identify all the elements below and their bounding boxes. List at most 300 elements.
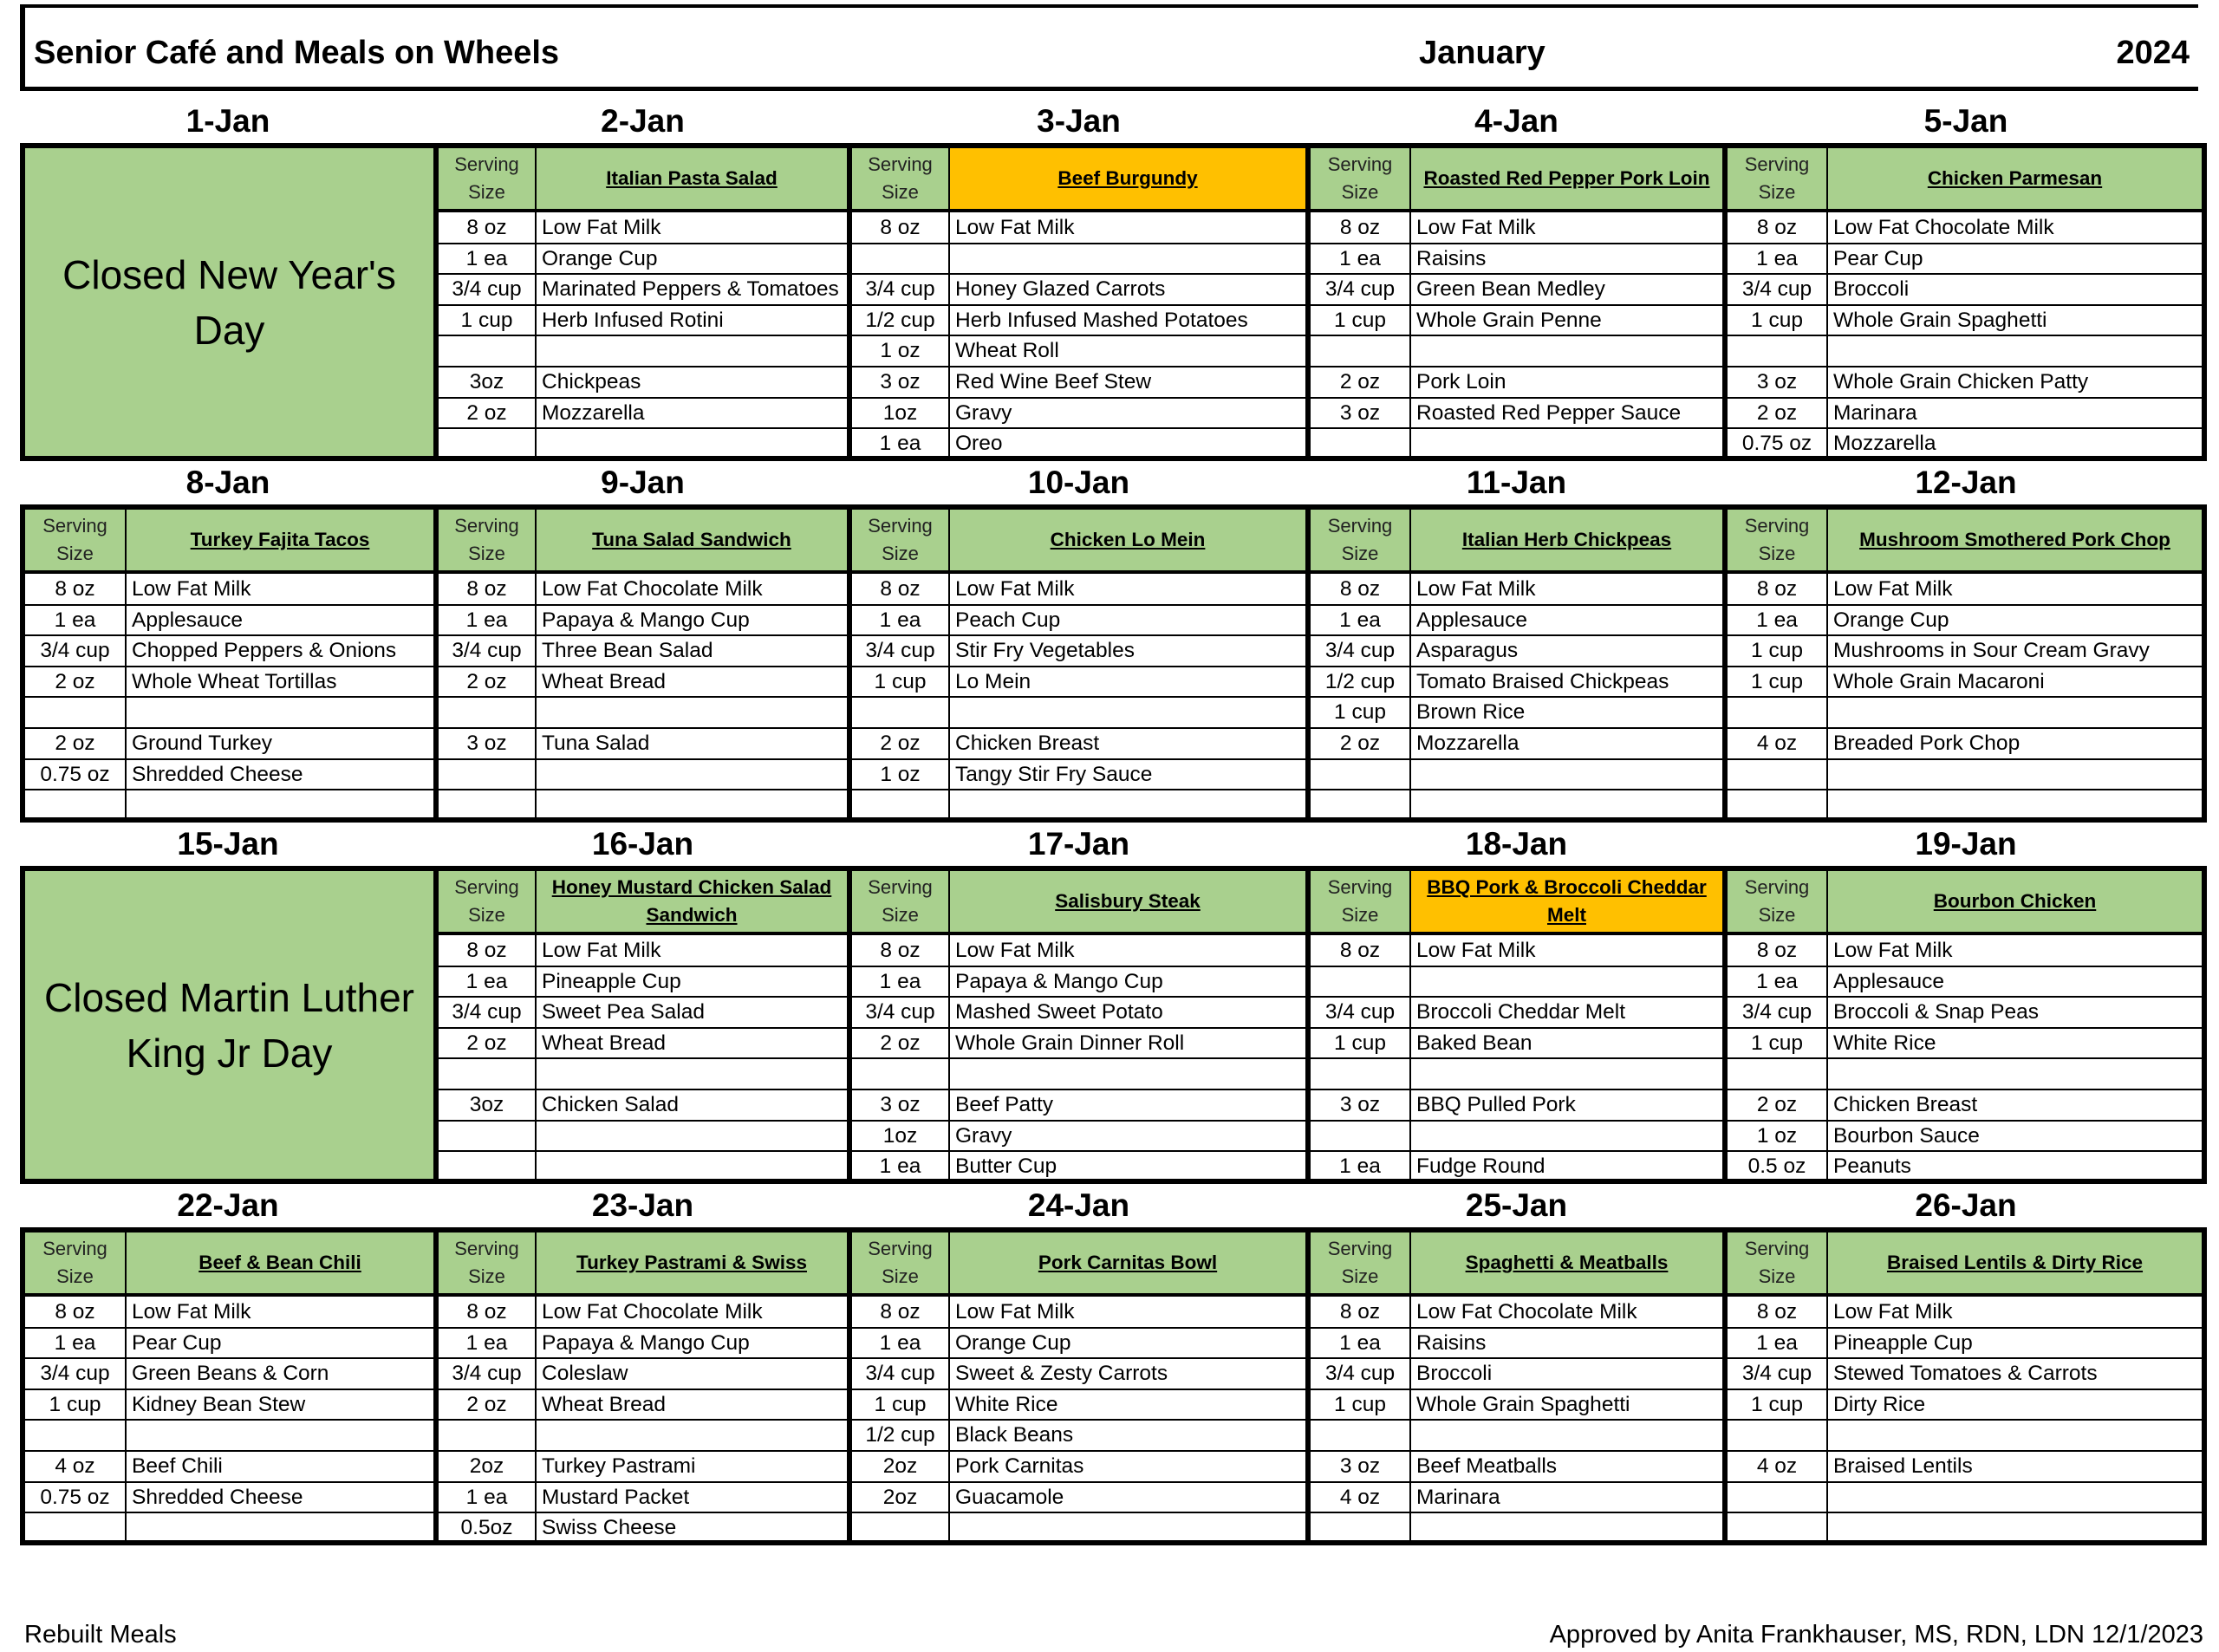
serving-size: 0.5oz: [460, 1516, 513, 1540]
serving-size: [439, 1121, 535, 1152]
serving-size: 1 cup: [1334, 308, 1386, 332]
serving-size: 8 oz: [466, 216, 507, 239]
meal-title: Spaghetti & Meatballs: [1411, 1232, 1722, 1293]
serving-size: 3/4 cup: [1324, 277, 1396, 302]
serving-size-header: Serving Size: [439, 871, 535, 932]
menu-item: Chicken Breast: [955, 732, 1100, 755]
menu-item: [127, 697, 433, 728]
menu-item: Breaded Pork Chop: [1833, 732, 2021, 755]
serving-size: 1 oz: [1756, 1123, 1798, 1148]
serving-size: [1311, 1058, 1409, 1089]
menu-item: Chicken Breast: [1833, 1093, 1978, 1116]
menu-item: [1828, 759, 2202, 790]
menu-item: [1411, 1121, 1722, 1152]
serving-size: 1 cup: [1334, 1392, 1386, 1416]
menu-item: Three Bean Salad: [542, 639, 713, 663]
serving-size: 4 oz: [55, 1454, 95, 1478]
serving-size: 3 oz: [1756, 370, 1798, 393]
serving-size: 1 ea: [1756, 969, 1798, 993]
menu-item: Whole Grain Macaroni: [1833, 669, 2045, 693]
serving-size: 3 oz: [466, 732, 507, 755]
day-label: 23-Jan: [591, 1187, 694, 1223]
serving-size: 2 oz: [1339, 370, 1381, 393]
serving-size: 2oz: [469, 1454, 504, 1478]
menu-item: Stewed Tomatoes & Carrots: [1833, 1362, 2098, 1386]
serving-size: 3/4 cup: [40, 1362, 110, 1386]
serving-size: [852, 1512, 948, 1544]
serving-size-header: Serving Size: [439, 148, 535, 209]
serving-size-header: Serving Size: [1311, 510, 1409, 570]
menu-item: Whole Grain Chicken Patty: [1833, 370, 2089, 393]
serving-size: [439, 759, 535, 790]
menu-item: Low Fat Milk: [955, 577, 1075, 601]
menu-item: Whole Grain Penne: [1416, 308, 1602, 332]
menu-item: Broccoli Cheddar Melt: [1416, 1000, 1626, 1024]
menu-item: [1411, 1512, 1722, 1544]
serving-size: [1311, 1420, 1409, 1451]
serving-size: [25, 697, 125, 728]
serving-size: 3 oz: [1339, 400, 1381, 425]
serving-size: 2oz: [882, 1454, 918, 1478]
menu-item: Papaya & Mango Cup: [542, 1330, 750, 1355]
menu-item: Low Fat Milk: [1416, 577, 1536, 601]
menu-item: Baked Bean: [1416, 1031, 1532, 1055]
serving-size: 1 cup: [1751, 669, 1803, 693]
menu-item: Lo Mein: [955, 669, 1031, 693]
serving-size: 4 oz: [1339, 1485, 1381, 1509]
menu-item: [537, 1058, 847, 1089]
serving-size: 8 oz: [466, 577, 507, 601]
serving-size: 3/4 cup: [452, 1000, 522, 1024]
menu-item: Wheat Bread: [542, 669, 666, 693]
menu-item: [1411, 1058, 1722, 1089]
meal-title: Italian Herb Chickpeas: [1411, 510, 1722, 570]
menu-item: Mashed Sweet Potato: [955, 1000, 1163, 1024]
serving-size: 0.75 oz: [40, 1485, 110, 1509]
page-title: Senior Café and Meals on Wheels: [34, 35, 560, 71]
menu-item: Pineapple Cup: [1833, 1330, 1973, 1355]
menu-item: Applesauce: [1833, 969, 1945, 993]
serving-size-header: Serving Size: [439, 510, 535, 570]
serving-size: 3oz: [469, 370, 504, 393]
closed-notice: Closed New Year's Day: [25, 148, 433, 456]
serving-size: 0.5 oz: [1747, 1154, 1806, 1179]
serving-size: 1 cup: [460, 308, 513, 332]
serving-size: [25, 1420, 125, 1451]
menu-item: [1828, 697, 2202, 728]
menu-item: [1828, 1482, 2202, 1513]
serving-size: [1728, 1512, 1826, 1544]
serving-size: 1 ea: [879, 432, 921, 456]
serving-size: 1 ea: [465, 1485, 508, 1509]
menu-item: Marinara: [1416, 1485, 1500, 1509]
serving-size: [1728, 759, 1826, 790]
menu-item: Bourbon Sauce: [1833, 1123, 1980, 1148]
menu-item: Green Beans & Corn: [132, 1362, 329, 1386]
serving-size: 3/4 cup: [452, 1362, 522, 1386]
menu-item: [1828, 790, 2202, 821]
day-label: 15-Jan: [177, 826, 279, 862]
year-label: 2024: [2116, 35, 2190, 71]
serving-size: 8 oz: [466, 1300, 507, 1324]
menu-item: Orange Cup: [542, 246, 658, 270]
menu-item: [1828, 1512, 2202, 1544]
menu-item: Low Fat Milk: [955, 1300, 1075, 1324]
day-label: 12-Jan: [1915, 465, 2017, 500]
meal-title: BBQ Pork & Broccoli Cheddar Melt: [1411, 871, 1722, 932]
serving-size: 2 oz: [466, 669, 507, 693]
menu-item: Swiss Cheese: [542, 1516, 677, 1540]
menu-item: Butter Cup: [955, 1154, 1057, 1179]
serving-size: [1728, 1058, 1826, 1089]
serving-size: [1311, 335, 1409, 367]
menu-item: Gravy: [955, 1123, 1012, 1148]
menu-item: Coleslaw: [542, 1362, 628, 1386]
serving-size: 2 oz: [466, 400, 507, 425]
menu-item: Beef Chili: [132, 1454, 223, 1478]
menu-item: Tomato Braised Chickpeas: [1416, 669, 1669, 693]
menu-item: Black Beans: [955, 1423, 1074, 1447]
day-label: 26-Jan: [1915, 1187, 2017, 1223]
menu-item: Raisins: [1416, 1330, 1487, 1355]
serving-size: [1311, 1512, 1409, 1544]
day-label: 24-Jan: [1027, 1187, 1130, 1223]
serving-size: 1 ea: [465, 608, 508, 632]
serving-size: 1 ea: [1339, 246, 1381, 270]
menu-item: Tangy Stir Fry Sauce: [955, 762, 1153, 786]
menu-item: Mushrooms in Sour Cream Gravy: [1833, 639, 2150, 663]
serving-size: [1311, 428, 1409, 459]
serving-size: 2 oz: [1756, 1093, 1798, 1116]
serving-size: 4 oz: [1756, 1454, 1798, 1478]
serving-size: 1/2 cup: [865, 308, 935, 332]
menu-item: Mozzarella: [1416, 732, 1519, 755]
menu-item: Pork Loin: [1416, 370, 1506, 393]
serving-size: 3 oz: [1339, 1093, 1381, 1116]
menu-item: Pear Cup: [1833, 246, 1923, 270]
menu-item: Raisins: [1416, 246, 1487, 270]
meal-title: Roasted Red Pepper Pork Loin: [1411, 148, 1722, 209]
menu-item: Whole Wheat Tortillas: [132, 669, 337, 693]
menu-item: Papaya & Mango Cup: [955, 969, 1163, 993]
menu-item: [950, 697, 1305, 728]
menu-item: Honey Glazed Carrots: [955, 277, 1166, 302]
serving-size-header: Serving Size: [1728, 1232, 1826, 1293]
meal-title: Mushroom Smothered Pork Chop: [1828, 510, 2202, 570]
serving-size: 1 cup: [1334, 1031, 1386, 1055]
menu-item: Applesauce: [132, 608, 244, 632]
menu-item: Low Fat Milk: [132, 1300, 251, 1324]
menu-item: [1411, 759, 1722, 790]
serving-size: 1 cup: [1751, 1392, 1803, 1416]
serving-size: 1 oz: [880, 762, 921, 786]
menu-item: Sweet & Zesty Carrots: [955, 1362, 1168, 1386]
menu-item: Low Fat Chocolate Milk: [542, 1300, 763, 1324]
menu-item: Low Fat Milk: [1833, 1300, 1953, 1324]
serving-size: 8 oz: [55, 577, 95, 601]
closed-notice: Closed Martin Luther King Jr Day: [25, 871, 433, 1179]
serving-size: 4 oz: [1756, 732, 1798, 755]
serving-size: 1 ea: [1756, 608, 1798, 632]
menu-item: Shredded Cheese: [132, 1485, 303, 1509]
serving-size: [1311, 790, 1409, 821]
menu-item: [1411, 1420, 1722, 1451]
menu-item: Low Fat Milk: [132, 577, 251, 601]
serving-size: 1 oz: [880, 339, 921, 363]
serving-size-header: Serving Size: [1311, 1232, 1409, 1293]
menu-item: Whole Grain Spaghetti: [1833, 308, 2047, 332]
footer-approval: Approved by Anita Frankhauser, MS, RDN, LDN 12/1/2023: [1549, 1621, 2203, 1649]
menu-item: White Rice: [955, 1392, 1058, 1416]
menu-item: [950, 790, 1305, 821]
serving-size: 1 cup: [1751, 1031, 1803, 1055]
serving-size: [439, 1151, 535, 1182]
menu-item: Herb Infused Rotini: [542, 308, 724, 332]
serving-size-header: Serving Size: [439, 1232, 535, 1293]
menu-item: Green Bean Medley: [1416, 277, 1605, 302]
serving-size: 2 oz: [880, 1031, 921, 1055]
serving-size: [25, 1512, 125, 1544]
menu-item: Chicken Salad: [542, 1093, 679, 1116]
menu-item: [127, 790, 433, 821]
serving-size: 8 oz: [55, 1300, 95, 1324]
menu-item: Pear Cup: [132, 1330, 222, 1355]
serving-size-header: Serving Size: [852, 148, 948, 209]
serving-size: 3/4 cup: [452, 639, 522, 663]
menu-item: Chickpeas: [542, 370, 641, 393]
day-label: 17-Jan: [1027, 826, 1130, 862]
day-label: 3-Jan: [1037, 103, 1121, 139]
menu-item: Roasted Red Pepper Sauce: [1416, 400, 1682, 425]
serving-size: 3/4 cup: [1324, 639, 1396, 663]
menu-item: [537, 759, 847, 790]
menu-item: Stir Fry Vegetables: [955, 639, 1135, 663]
day-label: 8-Jan: [185, 465, 270, 500]
menu-item: BBQ Pulled Pork: [1416, 1093, 1576, 1116]
serving-size: 0.75 oz: [1741, 432, 1812, 456]
meal-title: Chicken Parmesan: [1828, 148, 2202, 209]
menu-item: [1828, 335, 2202, 367]
menu-item: [1411, 335, 1722, 367]
serving-size: 2 oz: [1756, 400, 1798, 425]
menu-item: Chopped Peppers & Onions: [132, 639, 397, 663]
menu-item: Wheat Bread: [542, 1392, 666, 1416]
menu-item: Peach Cup: [955, 608, 1061, 632]
menu-item: [127, 1512, 433, 1544]
serving-size: 2 oz: [55, 669, 95, 693]
meal-title: Pork Carnitas Bowl: [950, 1232, 1305, 1293]
serving-size: 3/4 cup: [1324, 1000, 1396, 1024]
menu-item: [537, 697, 847, 728]
day-label: 19-Jan: [1915, 826, 2017, 862]
serving-size: 0.75 oz: [40, 762, 110, 786]
serving-size: 3 oz: [880, 370, 921, 393]
menu-item: Marinated Peppers & Tomatoes: [542, 277, 839, 302]
menu-item: Peanuts: [1833, 1154, 1911, 1179]
menu-item: [1411, 966, 1722, 998]
serving-size-header: Serving Size: [1728, 148, 1826, 209]
serving-size: 8 oz: [1339, 216, 1381, 239]
serving-size: 2 oz: [466, 1031, 507, 1055]
serving-size: 1 cup: [874, 669, 927, 693]
serving-size-header: Serving Size: [1311, 148, 1409, 209]
day-label: 4-Jan: [1474, 103, 1559, 139]
menu-item: Brown Rice: [1416, 700, 1526, 725]
menu-item: Ground Turkey: [132, 732, 273, 755]
serving-size: 8 oz: [880, 577, 921, 601]
meal-title: Italian Pasta Salad: [537, 148, 847, 209]
menu-item: Turkey Pastrami: [542, 1454, 696, 1478]
serving-size: [1311, 1121, 1409, 1152]
menu-item: Mozzarella: [1833, 432, 1936, 456]
menu-item: Beef Patty: [955, 1093, 1054, 1116]
serving-size: 8 oz: [1756, 939, 1798, 962]
menu-item: Low Fat Milk: [542, 216, 661, 239]
serving-size: 1 ea: [879, 1330, 921, 1355]
serving-size: [852, 697, 948, 728]
serving-size: 3/4 cup: [865, 1362, 935, 1386]
day-label: 18-Jan: [1465, 826, 1568, 862]
menu-item: Pineapple Cup: [542, 969, 681, 993]
menu-item: Dirty Rice: [1833, 1392, 1926, 1416]
serving-size: [1728, 697, 1826, 728]
menu-item: Gravy: [955, 400, 1012, 425]
menu-item: Mozzarella: [542, 400, 645, 425]
serving-size: 3/4 cup: [40, 639, 110, 663]
menu-item: Low Fat Milk: [1833, 939, 1953, 962]
serving-size: 1 ea: [1339, 1330, 1381, 1355]
menu-item: Wheat Roll: [955, 339, 1059, 363]
serving-size: 8 oz: [1756, 216, 1798, 239]
meal-title: Beef & Bean Chili: [127, 1232, 433, 1293]
serving-size: [439, 335, 535, 367]
serving-size: [1311, 759, 1409, 790]
menu-item: Low Fat Milk: [1416, 216, 1536, 239]
menu-item: [537, 335, 847, 367]
meal-title: Beef Burgundy: [950, 148, 1305, 209]
menu-item: [537, 1420, 847, 1451]
menu-item: Marinara: [1833, 400, 1917, 425]
serving-size: 1 cup: [1751, 308, 1803, 332]
menu-item: [537, 428, 847, 459]
menu-item: [127, 1420, 433, 1451]
menu-item: Low Fat Milk: [542, 939, 661, 962]
serving-size-header: Serving Size: [852, 510, 948, 570]
serving-size: [25, 790, 125, 821]
serving-size: [439, 1420, 535, 1451]
serving-size: 8 oz: [880, 216, 921, 239]
serving-size: [439, 428, 535, 459]
serving-size: 2 oz: [466, 1392, 507, 1416]
serving-size: 1 ea: [1339, 608, 1381, 632]
menu-item: [1828, 1420, 2202, 1451]
serving-size: 1 ea: [879, 608, 921, 632]
menu-item: Low Fat Chocolate Milk: [1833, 216, 2054, 239]
serving-size-header: Serving Size: [25, 1232, 125, 1293]
day-label: 11-Jan: [1466, 465, 1567, 500]
menu-item: Broccoli: [1833, 277, 1910, 302]
serving-size: 1 cup: [49, 1392, 101, 1416]
serving-size: 1 ea: [465, 969, 508, 993]
day-label: 1-Jan: [185, 103, 270, 139]
month-label: January: [1419, 35, 1545, 71]
serving-size: 3 oz: [880, 1093, 921, 1116]
menu-item: [1411, 790, 1722, 821]
serving-size: [439, 790, 535, 821]
serving-size: 2 oz: [880, 732, 921, 755]
serving-size: [439, 1058, 535, 1089]
menu-item: Low Fat Milk: [1833, 577, 1953, 601]
serving-size-header: Serving Size: [1728, 510, 1826, 570]
menu-item: Wheat Bread: [542, 1031, 666, 1055]
day-label: 5-Jan: [1923, 103, 2008, 139]
serving-size: 1 ea: [54, 1330, 96, 1355]
meal-title: Bourbon Chicken: [1828, 871, 2202, 932]
serving-size: [1311, 966, 1409, 998]
menu-item: Low Fat Milk: [1416, 939, 1536, 962]
serving-size: 3/4 cup: [865, 639, 935, 663]
menu-item: Braised Lentils: [1833, 1454, 1973, 1478]
serving-size: 3/4 cup: [1741, 1362, 1812, 1386]
menu-item: Low Fat Milk: [955, 939, 1075, 962]
meal-title: Tuna Salad Sandwich: [537, 510, 847, 570]
serving-size: 1 ea: [879, 1154, 921, 1179]
serving-size: 1oz: [882, 1123, 918, 1148]
serving-size: [1728, 335, 1826, 367]
menu-item: Low Fat Chocolate Milk: [1416, 1300, 1637, 1324]
menu-item: [537, 1121, 847, 1152]
serving-size: 1 ea: [465, 1330, 508, 1355]
menu-item: Shredded Cheese: [132, 762, 303, 786]
serving-size-header: Serving Size: [25, 510, 125, 570]
serving-size: 1/2 cup: [865, 1423, 935, 1447]
serving-size: [852, 1058, 948, 1089]
serving-size: 8 oz: [466, 939, 507, 962]
meal-title: Braised Lentils & Dirty Rice: [1828, 1232, 2202, 1293]
footer-note: Rebuilt Meals: [24, 1621, 177, 1649]
menu-item: Broccoli & Snap Peas: [1833, 1000, 2039, 1024]
meal-title: Salisbury Steak: [950, 871, 1305, 932]
menu-item: Applesauce: [1416, 608, 1528, 632]
menu-item: Orange Cup: [1833, 608, 1949, 632]
serving-size: 3/4 cup: [1324, 1362, 1396, 1386]
menu-item: [950, 1058, 1305, 1089]
menu-item: Guacamole: [955, 1485, 1064, 1509]
menu-item: Broccoli: [1416, 1362, 1493, 1386]
serving-size: 8 oz: [880, 939, 921, 962]
serving-size: 1 ea: [1756, 246, 1798, 270]
serving-size: 3oz: [469, 1093, 504, 1116]
serving-size-header: Serving Size: [1728, 871, 1826, 932]
serving-size: 1 cup: [1751, 639, 1803, 663]
menu-item: Red Wine Beef Stew: [955, 370, 1152, 393]
serving-size: 1 ea: [54, 608, 96, 632]
serving-size: 8 oz: [1756, 577, 1798, 601]
meal-title: Honey Mustard Chicken Salad Sandwich: [537, 871, 847, 932]
meal-title: Turkey Fajita Tacos: [127, 510, 433, 570]
serving-size: 1 ea: [1756, 1330, 1798, 1355]
day-label: 10-Jan: [1027, 465, 1130, 500]
serving-size: 3/4 cup: [865, 1000, 935, 1024]
serving-size: 1 cup: [1334, 700, 1386, 725]
meal-title: Chicken Lo Mein: [950, 510, 1305, 570]
serving-size: 8 oz: [1339, 939, 1381, 962]
serving-size: 8 oz: [1339, 577, 1381, 601]
menu-item: Fudge Round: [1416, 1154, 1545, 1179]
serving-size-header: Serving Size: [852, 1232, 948, 1293]
day-label: 2-Jan: [601, 103, 685, 139]
serving-size-header: Serving Size: [852, 871, 948, 932]
